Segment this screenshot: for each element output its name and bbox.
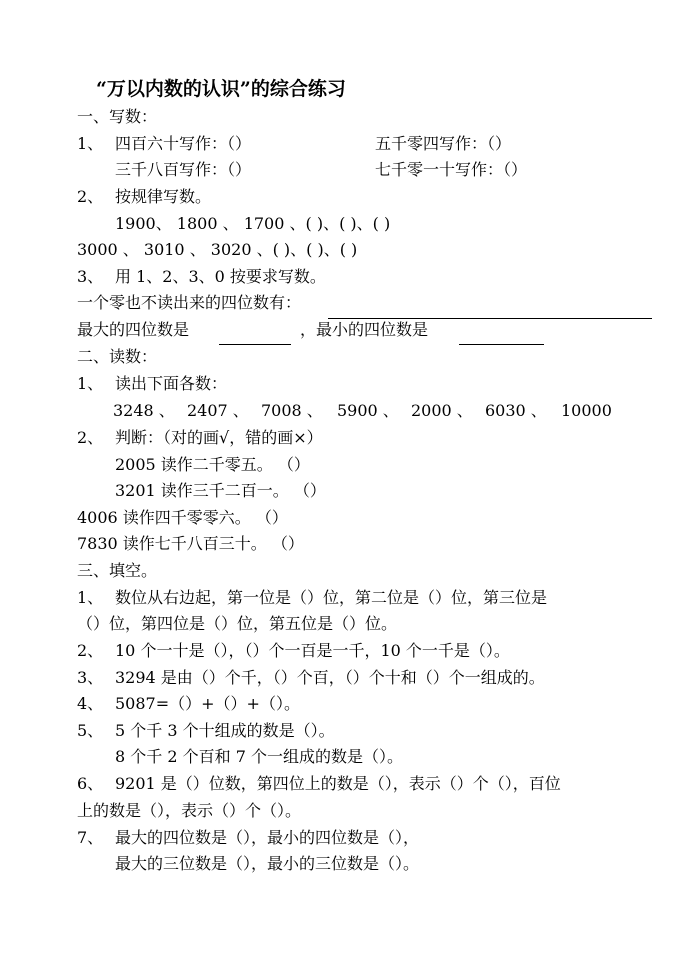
section-2-heading: 二、读数： [77,347,158,366]
number-item: 6030 、 [485,401,547,420]
s3-q2-number: 2、 [77,641,104,660]
s3-q4-text: 5087=（）+（）+（）。 [115,694,300,713]
s2-q1-text: 读出下面各数： [115,374,228,393]
q3-line-1: 一个零也不读出来的四位数有： [77,293,302,312]
q1-item-c: 三千八百写作：（） [115,160,252,179]
section-3-heading: 三、填空。 [77,561,158,580]
q3-answer-line-2 [219,344,291,345]
q2-sequence-2: 3000 、 3010 、 3020 、( )、( )、( ) [77,240,358,259]
s3-q6-line-b: 上的数是（），表示（）个（）。 [77,801,302,820]
s3-q6-line-a: 9201 是（）位数，第四位上的数是（），表示（）个（），百位 [115,774,561,793]
s2-q1-number: 1、 [77,374,104,393]
number-item: 7008 、 [261,401,323,420]
s3-q3-number: 3、 [77,668,104,687]
worksheet-title: “万以内数的认识”的综合练习 [96,78,346,100]
s3-q5-line-b: 8 个千 2 个百和 7 个一组成的数是（）。 [115,747,403,766]
q2-sequence-1: 1900、 1800 、 1700 、( )、( )、( ) [115,214,391,233]
s3-q6-number: 6、 [77,774,104,793]
s3-q4-number: 4、 [77,694,104,713]
q3-line-2b: ，最小的四位数是 [300,320,429,339]
judge-item: 3201 读作三千二百一。 （） [115,481,326,500]
judge-item: 7830 读作七千八百三十。 （） [77,534,304,553]
s3-q7-number: 7、 [77,828,104,847]
number-item: 10000 [561,401,612,420]
s2-q2-number: 2、 [77,428,104,447]
section-1-heading: 一、写数： [77,107,158,126]
s3-q3-text: 3294 是由（）个千，（）个百，（）个十和（）个一组成的。 [115,668,545,687]
number-item: 2407 、 [187,401,249,420]
s3-q1-line-a: 数位从右边起，第一位是（）位，第二位是（）位，第三位是 [115,588,548,607]
q3-text: 用 1、2、3、0 按要求写数。 [115,267,326,286]
s3-q5-line-a: 5 个千 3 个十组成的数是（）。 [115,721,335,740]
number-item: 5900 、 [337,401,399,420]
q3-number: 3、 [77,267,104,286]
q3-answer-line-3 [459,344,544,345]
s3-q7-line-b: 最大的三位数是（），最小的三位数是（）。 [115,854,420,873]
judge-item: 4006 读作四千零零六。 （） [77,508,288,527]
s2-q2-text: 判断：（对的画√，错的画×） [115,428,323,447]
q1-item-a: 四百六十写作：（） [115,134,252,153]
q3-line-2a: 最大的四位数是 [77,320,190,339]
q2-text: 按规律写数。 [115,187,212,206]
q3-answer-line-1 [328,318,652,319]
s3-q1-number: 1、 [77,588,104,607]
s3-q7-line-a: 最大的四位数是（），最小的四位数是（）， [115,828,420,847]
s3-q5-number: 5、 [77,721,104,740]
number-item: 3248 、 [113,401,175,420]
s3-q1-line-b: （）位，第四位是（）位，第五位是（）位。 [77,614,398,633]
number-item: 2000 、 [411,401,473,420]
s3-q2-text: 10 个一十是（），（）个一百是一千，10 个一千是（）。 [115,641,510,660]
q1-item-d: 七千零一十写作：（） [375,160,528,179]
q1-item-b: 五千零四写作：（） [375,134,512,153]
judge-item: 2005 读作二千零五。 （） [115,455,310,474]
q1-number: 1、 [77,134,104,153]
q2-number: 2、 [77,187,104,206]
